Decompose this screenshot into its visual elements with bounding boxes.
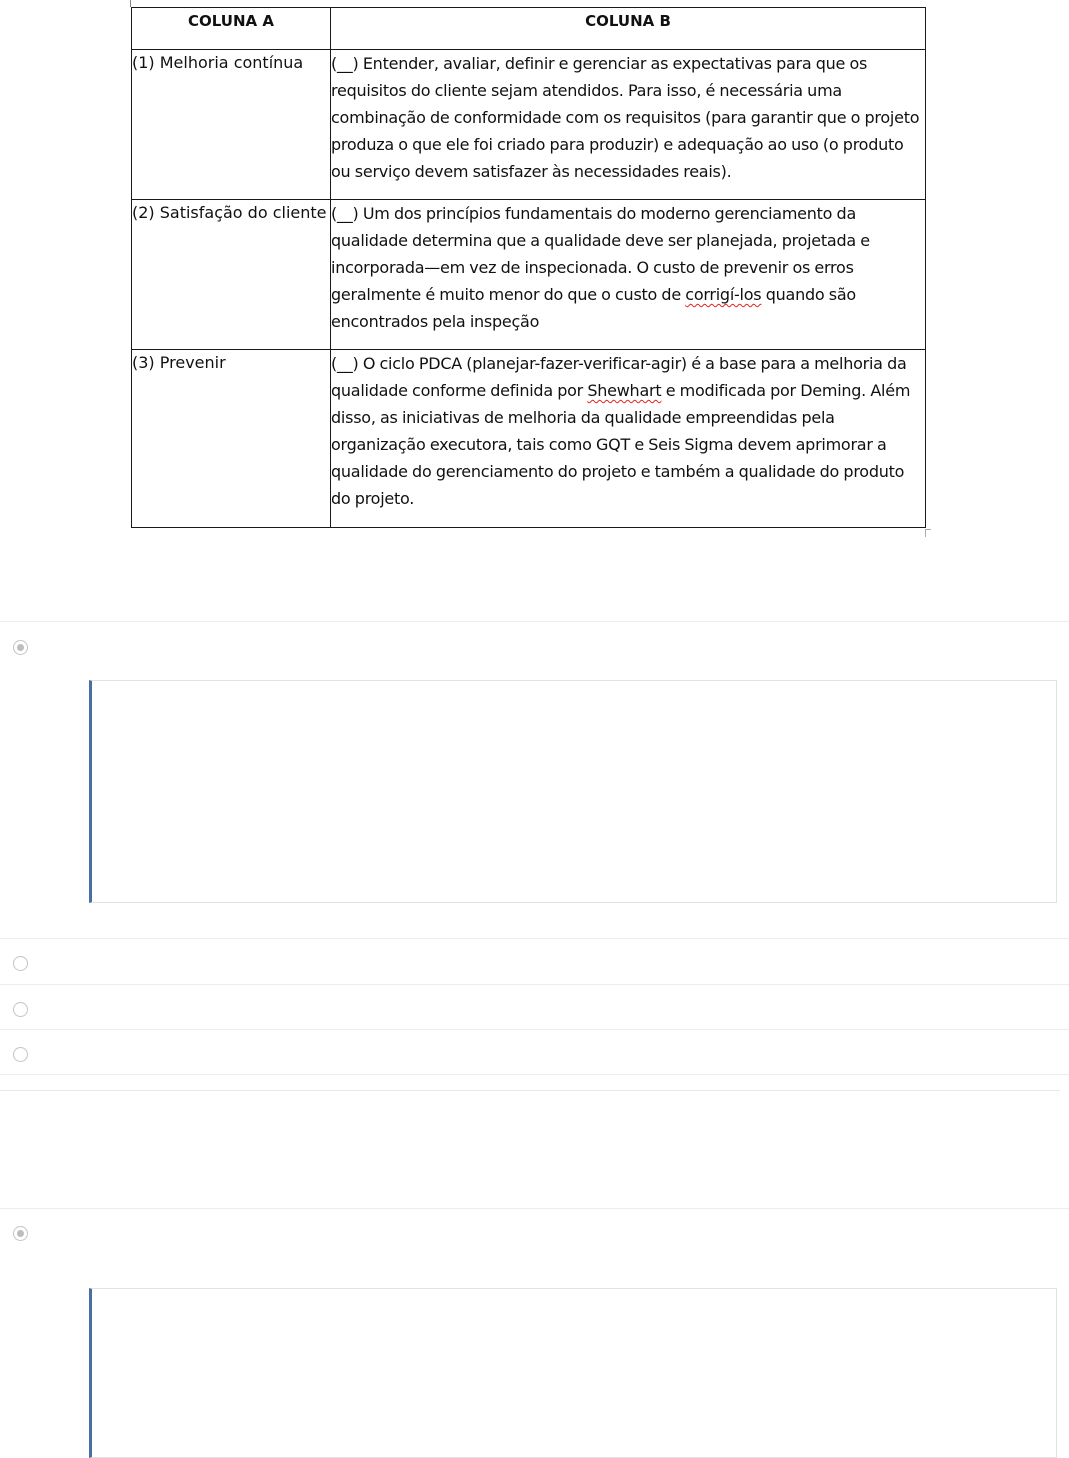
- header-column-a: COLUNA A: [132, 8, 331, 50]
- definition-text: Entender, avaliar, definir e gerenciar as expectativas para que os requisitos do cliente sejam atendidos. Para isso, é necessária uma combinação de conformidade com os requisitos (para garantir que o projeto produza o que ele foi criado para produzir) e adequação ao uso (o produto ou serviço devem satisfazer às necessidades reais).: [331, 54, 920, 181]
- spellcheck-flagged-word: Shewhart: [587, 381, 662, 400]
- column-b-cell: [331, 50, 926, 200]
- radio-button[interactable]: [13, 1047, 28, 1062]
- option-row[interactable]: [0, 984, 1069, 1030]
- option-row-selected[interactable]: [0, 621, 1069, 939]
- table-corner-mark: [925, 529, 926, 537]
- radio-button[interactable]: [13, 956, 28, 971]
- concept-label: (2) Satisfação do cliente: [132, 203, 327, 222]
- radio-button-selected[interactable]: [13, 1226, 28, 1241]
- column-b-cell: [331, 200, 926, 350]
- radio-button-selected[interactable]: [13, 640, 28, 655]
- column-a-cell: [132, 350, 331, 528]
- selected-answer-feedback-box: [89, 1288, 1057, 1458]
- answer-blank: (__): [331, 354, 359, 373]
- option-row[interactable]: [0, 938, 1069, 985]
- concept-label: (1) Melhoria contínua: [132, 53, 304, 72]
- definition-text-end: e modificada por Deming. Além disso, as iniciativas de melhoria da qualidade empreendidas pela organização executora, tais como GQT e Seis Sigma devem aprimorar a qualidade do gerenciamento do projeto e também a qualidade do produto do projeto.: [331, 381, 911, 508]
- table-row: [132, 350, 926, 528]
- definition-text: O ciclo PDCA (planejar-fazer-verificar-agir) é a base para a melhoria da qualidade conforme definida por: [331, 354, 907, 400]
- table-corner-mark: [130, 0, 131, 7]
- definition-text-end: quando são encontrados pela inspeção: [331, 285, 856, 331]
- table-row: [132, 200, 926, 350]
- column-a-cell: [132, 200, 331, 350]
- answer-blank: (__): [331, 54, 359, 73]
- selected-answer-feedback-box: [89, 680, 1057, 903]
- column-a-cell: [132, 50, 331, 200]
- table-header-row: [132, 8, 926, 50]
- header-column-b: COLUNA B: [331, 8, 926, 50]
- definition-text: Um dos princípios fundamentais do moderno gerenciamento da qualidade determina que a qualidade deve ser planejada, projetada e incorporada—em vez de inspecionada. O custo de prevenir os erros geralmente é muito menor do que o custo de: [331, 204, 870, 304]
- question-separator: [0, 1090, 1060, 1091]
- question-table: [131, 7, 926, 528]
- radio-button[interactable]: [13, 1002, 28, 1017]
- spellcheck-flagged-word: corrigí-los: [685, 285, 762, 304]
- table-row: [132, 50, 926, 200]
- option-row-selected[interactable]: [0, 1208, 1069, 1444]
- answer-blank: (__): [331, 204, 359, 223]
- option-row[interactable]: [0, 1029, 1069, 1075]
- column-b-cell: [331, 350, 926, 528]
- concept-label: (3) Prevenir: [132, 353, 226, 372]
